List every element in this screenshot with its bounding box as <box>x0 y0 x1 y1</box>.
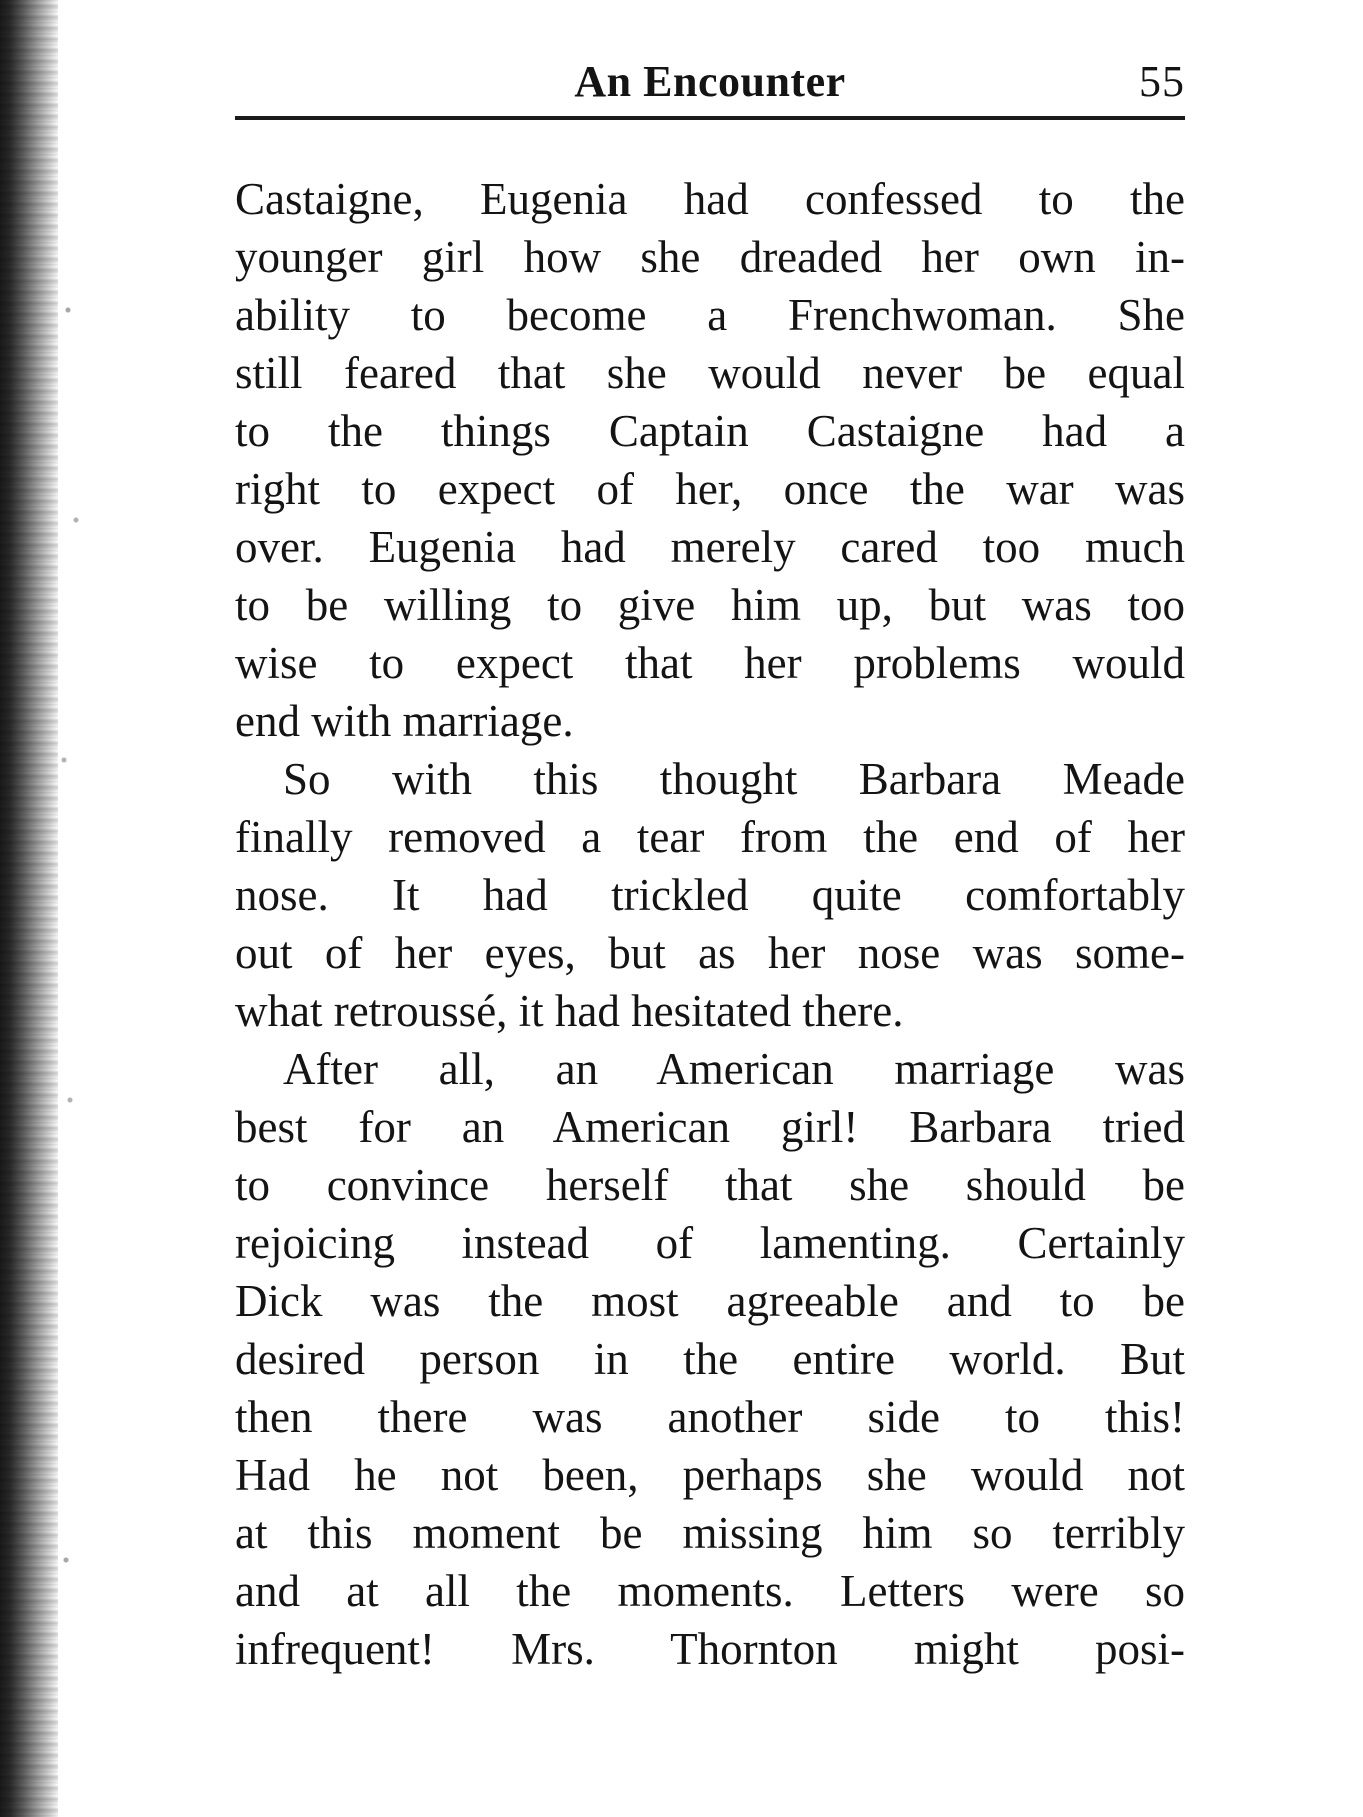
text-line: So with this thought Barbara Meade <box>283 754 1185 804</box>
text-line: right to expect of her, once the war was <box>235 464 1185 514</box>
text-line: infrequent! Mrs. Thornton might posi- <box>235 1624 1185 1674</box>
text-line: what retroussé, it had hesitated there. <box>235 986 904 1036</box>
text-line: then there was another side to this! <box>235 1392 1185 1442</box>
text-line: to be willing to give him up, but was too <box>235 580 1185 630</box>
text-line: Castaigne, Eugenia had confessed to the <box>235 174 1185 224</box>
text-line: Had he not been, perhaps she would not <box>235 1450 1185 1500</box>
text-line: wise to expect that her problems would <box>235 638 1185 688</box>
text-line: to convince herself that she should be <box>235 1160 1185 1210</box>
text-line: over. Eugenia had merely cared too much <box>235 522 1185 572</box>
text-line: and at all the moments. Letters were so <box>235 1566 1185 1616</box>
text-line: Dick was the most agreeable and to be <box>235 1276 1185 1326</box>
text-line: ability to become a Frenchwoman. She <box>235 290 1185 340</box>
text-line: at this moment be missing him so terribly <box>235 1508 1185 1558</box>
page-number: 55 <box>1139 57 1185 106</box>
running-title: An Encounter <box>574 57 846 106</box>
text-line: finally removed a tear from the end of her <box>235 812 1185 862</box>
text-line: After all, an American marriage was <box>283 1044 1185 1094</box>
text-line: younger girl how she dreaded her own in- <box>235 232 1185 282</box>
body-text <box>235 170 1185 1678</box>
scan-specks <box>58 0 108 1817</box>
text-line: out of her eyes, but as her nose was some- <box>235 928 1185 978</box>
page-header <box>235 52 1185 108</box>
text-line: desired person in the entire world. But <box>235 1334 1185 1384</box>
text-line: end with marriage. <box>235 696 574 746</box>
text-line: to the things Captain Castaigne had a <box>235 406 1185 456</box>
text-line: rejoicing instead of lamenting. Certainly <box>235 1218 1185 1268</box>
header-rule <box>235 116 1185 120</box>
text-line: best for an American girl! Barbara tried <box>235 1102 1185 1152</box>
text-line: still feared that she would never be equal <box>235 348 1185 398</box>
book-binding-shadow <box>0 0 58 1817</box>
text-line: nose. It had trickled quite comfortably <box>235 870 1185 920</box>
